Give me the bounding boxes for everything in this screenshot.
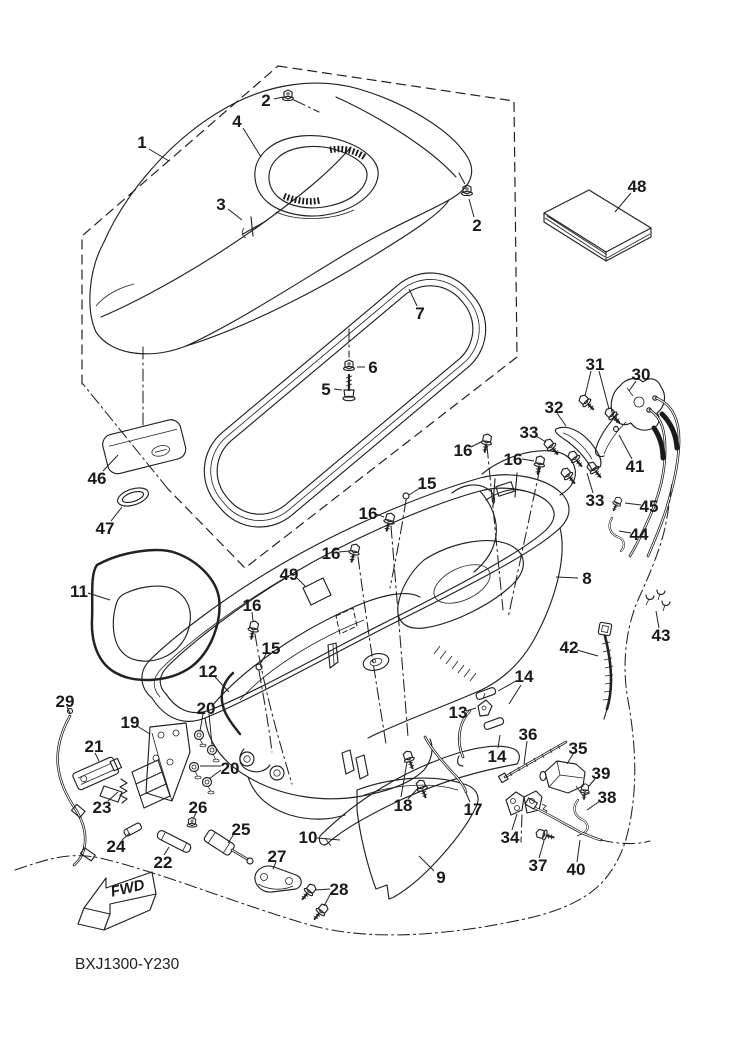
nut-26 [187,818,197,828]
callout-number-36: 36 [518,725,538,744]
bolt-39 [580,783,590,799]
pad-14 [483,717,504,730]
callout-number-18: 18 [393,796,413,815]
bolt-33 [542,437,562,457]
callout-number-12: 12 [198,662,218,681]
bolt-37 [535,828,555,843]
callout-leader-16 [522,459,534,461]
callout-number-10: 10 [298,828,318,847]
callout-number-20: 20 [196,699,216,718]
callout-leader-2 [469,199,474,217]
cable-clamp [646,590,670,611]
callout-number-30: 30 [631,365,651,384]
callout-number-16: 16 [321,544,341,563]
callout-leader-4 [243,128,261,157]
callout-number-45: 45 [639,497,659,516]
callout-leader-2 [274,97,283,99]
diagram-code: BXJ1300-Y230 [75,956,180,973]
callout-number-26: 26 [188,798,208,817]
washer-20 [195,731,207,747]
callout-leader-31 [599,371,609,409]
callout-leader-14 [498,681,516,691]
callout-leader-20 [209,714,212,745]
seat-fasteners-5-6 [343,329,355,401]
callout-number-29: 29 [55,692,75,711]
screw-18 [401,750,417,770]
alignment-lines [255,446,540,784]
owners-manual-book [544,190,651,261]
callout-leader-8 [556,577,578,578]
callout-number-2: 2 [472,216,482,235]
callout-number-33: 33 [585,491,605,510]
callout-leader-14 [509,685,521,704]
callout-number-47: 47 [95,519,115,538]
fwd-arrow [78,872,156,930]
callout-number-7: 7 [415,304,425,323]
callout-number-4: 4 [232,112,242,131]
pad-14 [475,687,496,700]
spring-23 [120,779,127,803]
caution-label [303,578,357,634]
bolt-31 [577,393,597,413]
callout-leader-16 [471,442,481,447]
callout-number-32: 32 [544,398,564,417]
callout-leader-10 [317,838,340,840]
washer-20 [190,763,202,779]
callout-number-31: 31 [585,355,605,374]
callout-number-41: 41 [625,457,645,476]
callout-number-25: 25 [231,820,251,839]
callout-number-37: 37 [528,856,548,875]
callout-layer [56,91,671,906]
box-screws [246,433,546,670]
callout-leader-9 [419,856,434,871]
bolt-33 [566,449,586,469]
callout-number-6: 6 [368,358,378,377]
callout-number-14: 14 [514,667,534,686]
callout-number-24: 24 [106,837,126,856]
pin-15 [403,493,409,499]
callout-leader-5 [334,389,342,390]
nut-6 [344,360,355,371]
latch-35 [540,761,590,796]
callout-leader-33 [587,473,593,493]
bolt-31 [603,406,623,426]
callout-number-9: 9 [436,868,446,887]
bolt-28 [311,902,331,922]
callout-leader-28 [316,889,330,890]
callout-leader-40 [577,840,580,862]
lock-assembly-21 [72,755,123,791]
callout-number-38: 38 [597,788,617,807]
nut-2-right [462,185,473,196]
seat-handle-recess [255,136,378,219]
callout-number-11: 11 [70,582,88,601]
pin-41 [614,427,619,432]
tool-bag [101,418,188,476]
callout-number-16: 16 [358,504,378,523]
callout-number-40: 40 [566,860,586,879]
callout-number-28: 28 [329,880,349,899]
callout-number-14: 14 [487,747,507,766]
box-mat [92,550,220,680]
pin-24 [123,822,142,837]
callout-number-35: 35 [568,739,588,758]
callout-number-2: 2 [261,91,271,110]
callout-number-8: 8 [582,569,592,588]
callout-leader-41 [619,435,632,459]
callout-number-22: 22 [153,853,173,872]
rod-22 [156,829,192,853]
callout-number-39: 39 [591,764,611,783]
callout-leader-36 [524,741,527,764]
callout-number-16: 16 [503,450,523,469]
callout-number-1: 1 [137,133,147,152]
callout-number-20: 20 [220,759,240,778]
fwd-label: FWD [109,876,147,901]
bottom-cover-9 [357,778,478,899]
callout-number-43: 43 [651,626,671,645]
nut-2-left [283,90,294,101]
hinge-bracket-19 [132,723,190,808]
callout-number-27: 27 [267,847,287,866]
washer-20 [203,778,215,794]
callout-number-16: 16 [453,441,473,460]
seal-ring-47 [115,484,150,509]
lever-27 [255,866,301,892]
callout-number-13: 13 [448,703,468,722]
callout-leader-31 [585,371,591,396]
bolt-28 [299,882,319,902]
callout-leader-42 [577,650,598,656]
callout-number-42: 42 [559,638,579,657]
callout-number-23: 23 [92,798,112,817]
cable-29 [58,709,96,866]
callout-leader-16 [339,551,349,552]
callout-number-48: 48 [627,177,647,196]
callout-number-15: 15 [261,639,281,658]
callout-number-44: 44 [629,525,649,544]
grip-strip [284,196,321,201]
cable-guide-44 [610,518,624,551]
callout-number-34: 34 [500,828,520,847]
callout-number-49: 49 [279,565,299,584]
callout-number-21: 21 [84,737,104,756]
screw-45 [610,496,624,513]
callout-leader-20 [209,770,221,779]
callout-number-15: 15 [417,474,437,493]
callout-number-46: 46 [87,469,107,488]
callout-number-3: 3 [216,195,226,214]
washer-20 [208,746,220,762]
callout-number-19: 19 [120,713,140,732]
cable-tie [598,622,613,719]
callout-number-17: 17 [463,800,483,819]
callout-number-33: 33 [519,423,539,442]
callout-number-5: 5 [321,380,331,399]
callout-leader-3 [228,209,242,220]
callout-leader-1 [149,149,169,161]
callout-number-16: 16 [242,596,262,615]
